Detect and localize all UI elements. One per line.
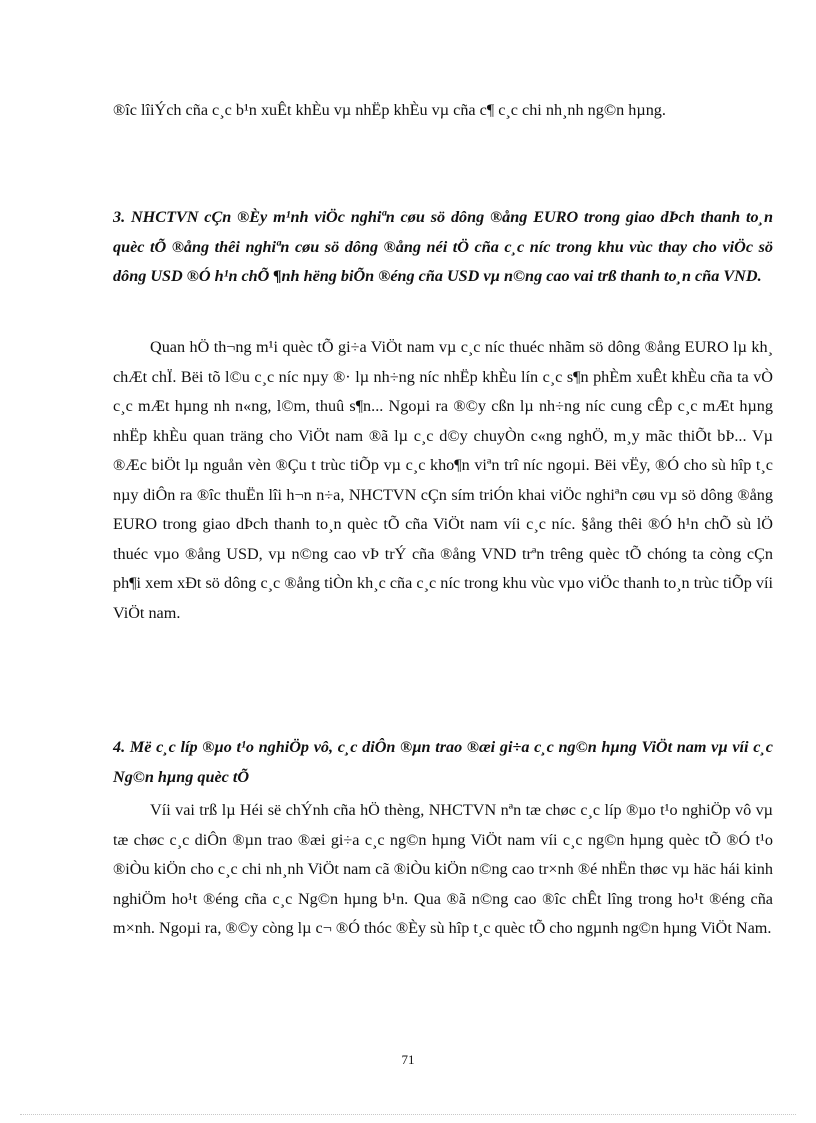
section-4-body: Víi vai trß lµ Héi së chÝnh cña hÖ thèng, NHCTVN nªn tæ chøc c¸c líp ®µo t¹o nghiÖp vô vµ tæ chøc c¸c diÔn ®µn trao ®æi gi÷a c¸c ng©n hµng ViÖt nam víi c¸c ng©n hµng quèc tÕ ®Ó t¹o ®iÒu kiÖn cho c¸c chi nh¸nh ViÖt nam cã ®iÒu kiÖn n©ng cao tr×nh ®é nhËn thøc vµ häc hái kinh nghiÖm ho¹t ®éng cña c¸c Ng©n hµng b¹n. Qua ®ã n©ng cao ®îc chÊt lîng trong ho¹t ®éng cña m×nh. Ngoµi ra, ®©y còng lµ c¬ ®Ó thóc ®Èy sù hîp t¸c quèc tÕ cho ngµnh ng©n hµng ViÖt Nam.: [113, 801, 773, 937]
page-bottom-divider: [20, 1114, 796, 1115]
page-number: 71: [401, 1052, 415, 1067]
intro-paragraph: ®îc lîiÝch cña c¸c b¹n xuÊt khÈu vµ nhËp khÈu vµ cña c¶ c¸c chi nh¸nh ng©n hµng.: [113, 101, 666, 119]
section-4-heading: 4. Më c¸c líp ®µo t¹o nghiÖp vô, c¸c diÔn ®µn trao ®æi gi÷a c¸c ng©n hµng ViÖt nam vµ víi c¸c Ng©n hµng quèc tÕ: [113, 738, 773, 786]
section-3-body: Quan hÖ th¬ng m¹i quèc tÕ gi÷a ViÖt nam vµ c¸c níc thuéc nhãm sö dông ®ång EURO lµ kh¸ chÆt chÏ. Bëi tõ l©u c¸c níc nµy ®· lµ nh÷ng níc nhËp khÈu lín c¸c s¶n phÈm xuÊt khÈu cña ta vÒ c¸c mÆt hµng nh n«ng, l©m, thuû s¶n... Ngoµi ra ®©y cßn lµ nh÷ng níc cung cÊp c¸c mÆt hµng nhËp khÈu quan träng cho ViÖt nam ®ã lµ c¸c d©y chuyÒn c«ng nghÖ, m¸y mãc thiÕt bÞ... Vµ ®Æc biÖt lµ nguån vèn ®Çu t trùc tiÕp vµ c¸c kho¶n viªn trî níc ngoµi. Bëi vËy, ®Ó cho sù hîp t¸c nµy diÔn ra ®îc thuËn lîi h¬n n÷a, NHCTVN cÇn sím triÓn khai viÖc nghiªn cøu vµ sö dông ®ång EURO trong giao dÞch thanh to¸n quèc tÕ cña ViÖt nam víi c¸c níc. §ång thêi ®Ó h¹n chÕ sù lÖ thuéc vµo ®ång USD, vµ n©ng cao vÞ trÝ cña ®ång VND trªn trêng quèc tÕ chóng ta còng cÇn ph¶i xem xÐt sö dông c¸c ®ång tiÒn kh¸c cña c¸c níc trong khu vùc vµo viÖc thanh to¸n trùc tiÕp víi ViÖt nam.: [113, 338, 773, 622]
section-3-heading: 3. NHCTVN cÇn ®Èy m¹nh viÖc nghiªn cøu sö dông ®ång EURO trong giao dÞch thanh to¸n quèc tÕ ®ång thêi nghiªn cøu sö dông ®ång néi tÖ cña c¸c níc trong khu vùc thay cho viÖc sö dông USD ®Ó h¹n chÕ ¶nh hëng biÕn ®éng cña USD vµ n©ng cao vai trß thanh to¸n cña VND.: [113, 208, 773, 285]
